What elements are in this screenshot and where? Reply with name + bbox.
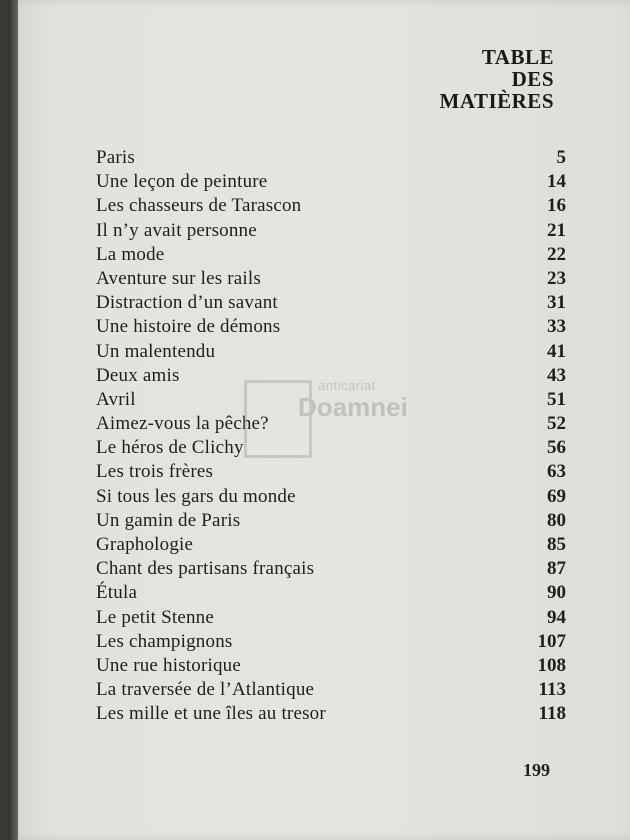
- toc-entry: [96, 219, 566, 243]
- toc-entry-title: Paris: [96, 147, 135, 168]
- watermark-main-text: Doamnei: [298, 392, 408, 422]
- toc-entry-page: 108: [537, 654, 566, 676]
- toc-entry-title: Le héros de Clichy: [96, 437, 244, 459]
- toc-entry: [96, 436, 566, 460]
- toc-entry-title: Étula: [96, 582, 138, 604]
- toc-entry-title: Les chasseurs de Tarascon: [96, 195, 302, 217]
- toc-entry-page: 85: [547, 534, 566, 555]
- toc-entry-page: 33: [547, 316, 566, 338]
- toc-entry-page: 51: [547, 388, 566, 410]
- toc-entry: [96, 364, 566, 388]
- title-line-3: MATIÈRES: [439, 89, 554, 113]
- toc-entry-title: La mode: [96, 243, 165, 265]
- toc-entry-title: Graphologie: [96, 534, 194, 555]
- toc-entry: [96, 412, 566, 436]
- toc-entry-page: 113: [538, 679, 566, 701]
- toc-entry-page: 21: [547, 219, 566, 241]
- toc-entry-page: 56: [547, 437, 566, 459]
- toc-entry-title: Aventure sur les rails: [96, 267, 261, 289]
- toc-entry-page: 90: [547, 582, 566, 604]
- toc-entry: [96, 485, 566, 509]
- toc-entry-page: 16: [547, 195, 566, 217]
- toc-entry-title: Une leçon de peinture: [96, 171, 268, 193]
- toc-entry-page: 118: [538, 703, 566, 725]
- toc-entry-title: Un malentendu: [96, 340, 216, 362]
- toc-entry-title: La traversée de l’Atlantique: [96, 679, 315, 701]
- title-line-1: TABLE: [481, 45, 554, 69]
- toc-entry-page: 107: [537, 630, 566, 652]
- toc-entry: [96, 291, 566, 315]
- toc-entry-title: Les trois frères: [96, 461, 214, 483]
- toc-entry-title: Les champignons: [96, 630, 233, 652]
- toc-entry-title: Deux amis: [96, 364, 180, 386]
- toc-entry: [96, 509, 566, 533]
- toc-entry-page: 23: [547, 267, 566, 289]
- toc-entry: [96, 581, 566, 605]
- toc-entry: [96, 340, 566, 364]
- toc-entry: [96, 315, 566, 339]
- toc-entry-page: 31: [547, 292, 566, 314]
- page-number: 199: [523, 760, 550, 780]
- toc-entry: [96, 460, 566, 484]
- table-of-contents: [96, 146, 566, 727]
- toc-entry: [96, 533, 566, 557]
- toc-entry-title: Chant des partisans français: [96, 558, 315, 580]
- toc-entry: [96, 243, 566, 267]
- toc-entry: [96, 388, 566, 412]
- toc-entry-page: 69: [547, 485, 566, 507]
- toc-entry: [96, 654, 566, 678]
- toc-entry: [96, 678, 566, 702]
- toc-entry-title: Une rue historique: [96, 654, 242, 676]
- toc-entry-title: Si tous les gars du monde: [96, 485, 296, 507]
- toc-entry-title: Il n’y avait personne: [96, 219, 257, 241]
- toc-entry-page: 14: [547, 171, 566, 193]
- book-page: [8, 0, 630, 840]
- toc-entry-title: Avril: [96, 388, 136, 410]
- toc-entry: [96, 267, 566, 291]
- toc-entry-page: 41: [547, 340, 566, 362]
- toc-entry-page: 63: [547, 461, 566, 483]
- toc-entry-title: Le petit Stenne: [96, 606, 215, 628]
- toc-entry-page: 87: [547, 558, 566, 580]
- toc-entry-title: Les mille et une îles au tresor: [96, 703, 326, 725]
- toc-entry: [96, 606, 566, 630]
- toc-entry-page: 94: [547, 606, 566, 628]
- toc-entry-title: Aimez-vous la pêche?: [96, 413, 269, 435]
- toc-entry-page: 43: [547, 364, 566, 386]
- toc-entry: [96, 702, 566, 726]
- watermark-top-text: anticariat: [318, 378, 376, 393]
- title-line-2: DES: [511, 67, 554, 91]
- toc-entry: [96, 557, 566, 581]
- toc-entry-page: 5: [556, 147, 566, 168]
- toc-entry-title: Une histoire de démons: [96, 316, 281, 338]
- toc-entry-page: 22: [547, 243, 566, 265]
- toc-entry-page: 80: [547, 509, 566, 531]
- toc-entry-page: 52: [547, 413, 566, 435]
- toc-entry: [96, 146, 566, 170]
- toc-entry: [96, 194, 566, 218]
- toc-entry: [96, 630, 566, 654]
- page-title: [440, 46, 554, 112]
- toc-entry-title: Un gamin de Paris: [96, 509, 241, 531]
- toc-entry: [96, 170, 566, 194]
- book-spine: [8, 0, 18, 840]
- toc-entry-title: Distraction d’un savant: [96, 292, 278, 314]
